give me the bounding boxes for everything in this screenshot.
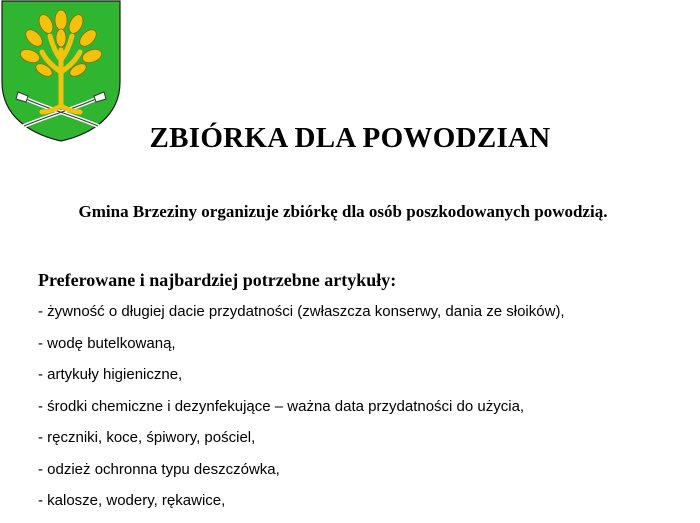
- coat-of-arms-icon: [0, 0, 122, 142]
- list-item: - kalosze, wodery, rękawice,: [38, 492, 226, 509]
- list-item: - środki chemiczne i dezynfekujące – ważna data przydatności do użycia,: [38, 397, 525, 415]
- list-heading: Preferowane i najbardziej potrzebne artykuły:: [38, 270, 397, 290]
- list-item: - wodę butelkowaną,: [38, 334, 176, 352]
- needed-items-list: [38, 302, 565, 523]
- list-item: - odzież ochronna typu deszczówka,: [38, 460, 280, 478]
- list-item: - żywność o długiej dacie przydatności (zwłaszcza konserwy, dania ze słoików),: [38, 303, 565, 320]
- list-item: - ręczniki, koce, śpiwory, pościel,: [38, 429, 256, 446]
- list-item: - artykuły higieniczne,: [38, 366, 183, 383]
- announcement-subtitle: Gmina Brzeziny organizuje zbiórkę dla osób poszkodowanych powodzią.: [78, 202, 608, 221]
- page-title: ZBIÓRKA DLA POWODZIAN: [149, 122, 551, 154]
